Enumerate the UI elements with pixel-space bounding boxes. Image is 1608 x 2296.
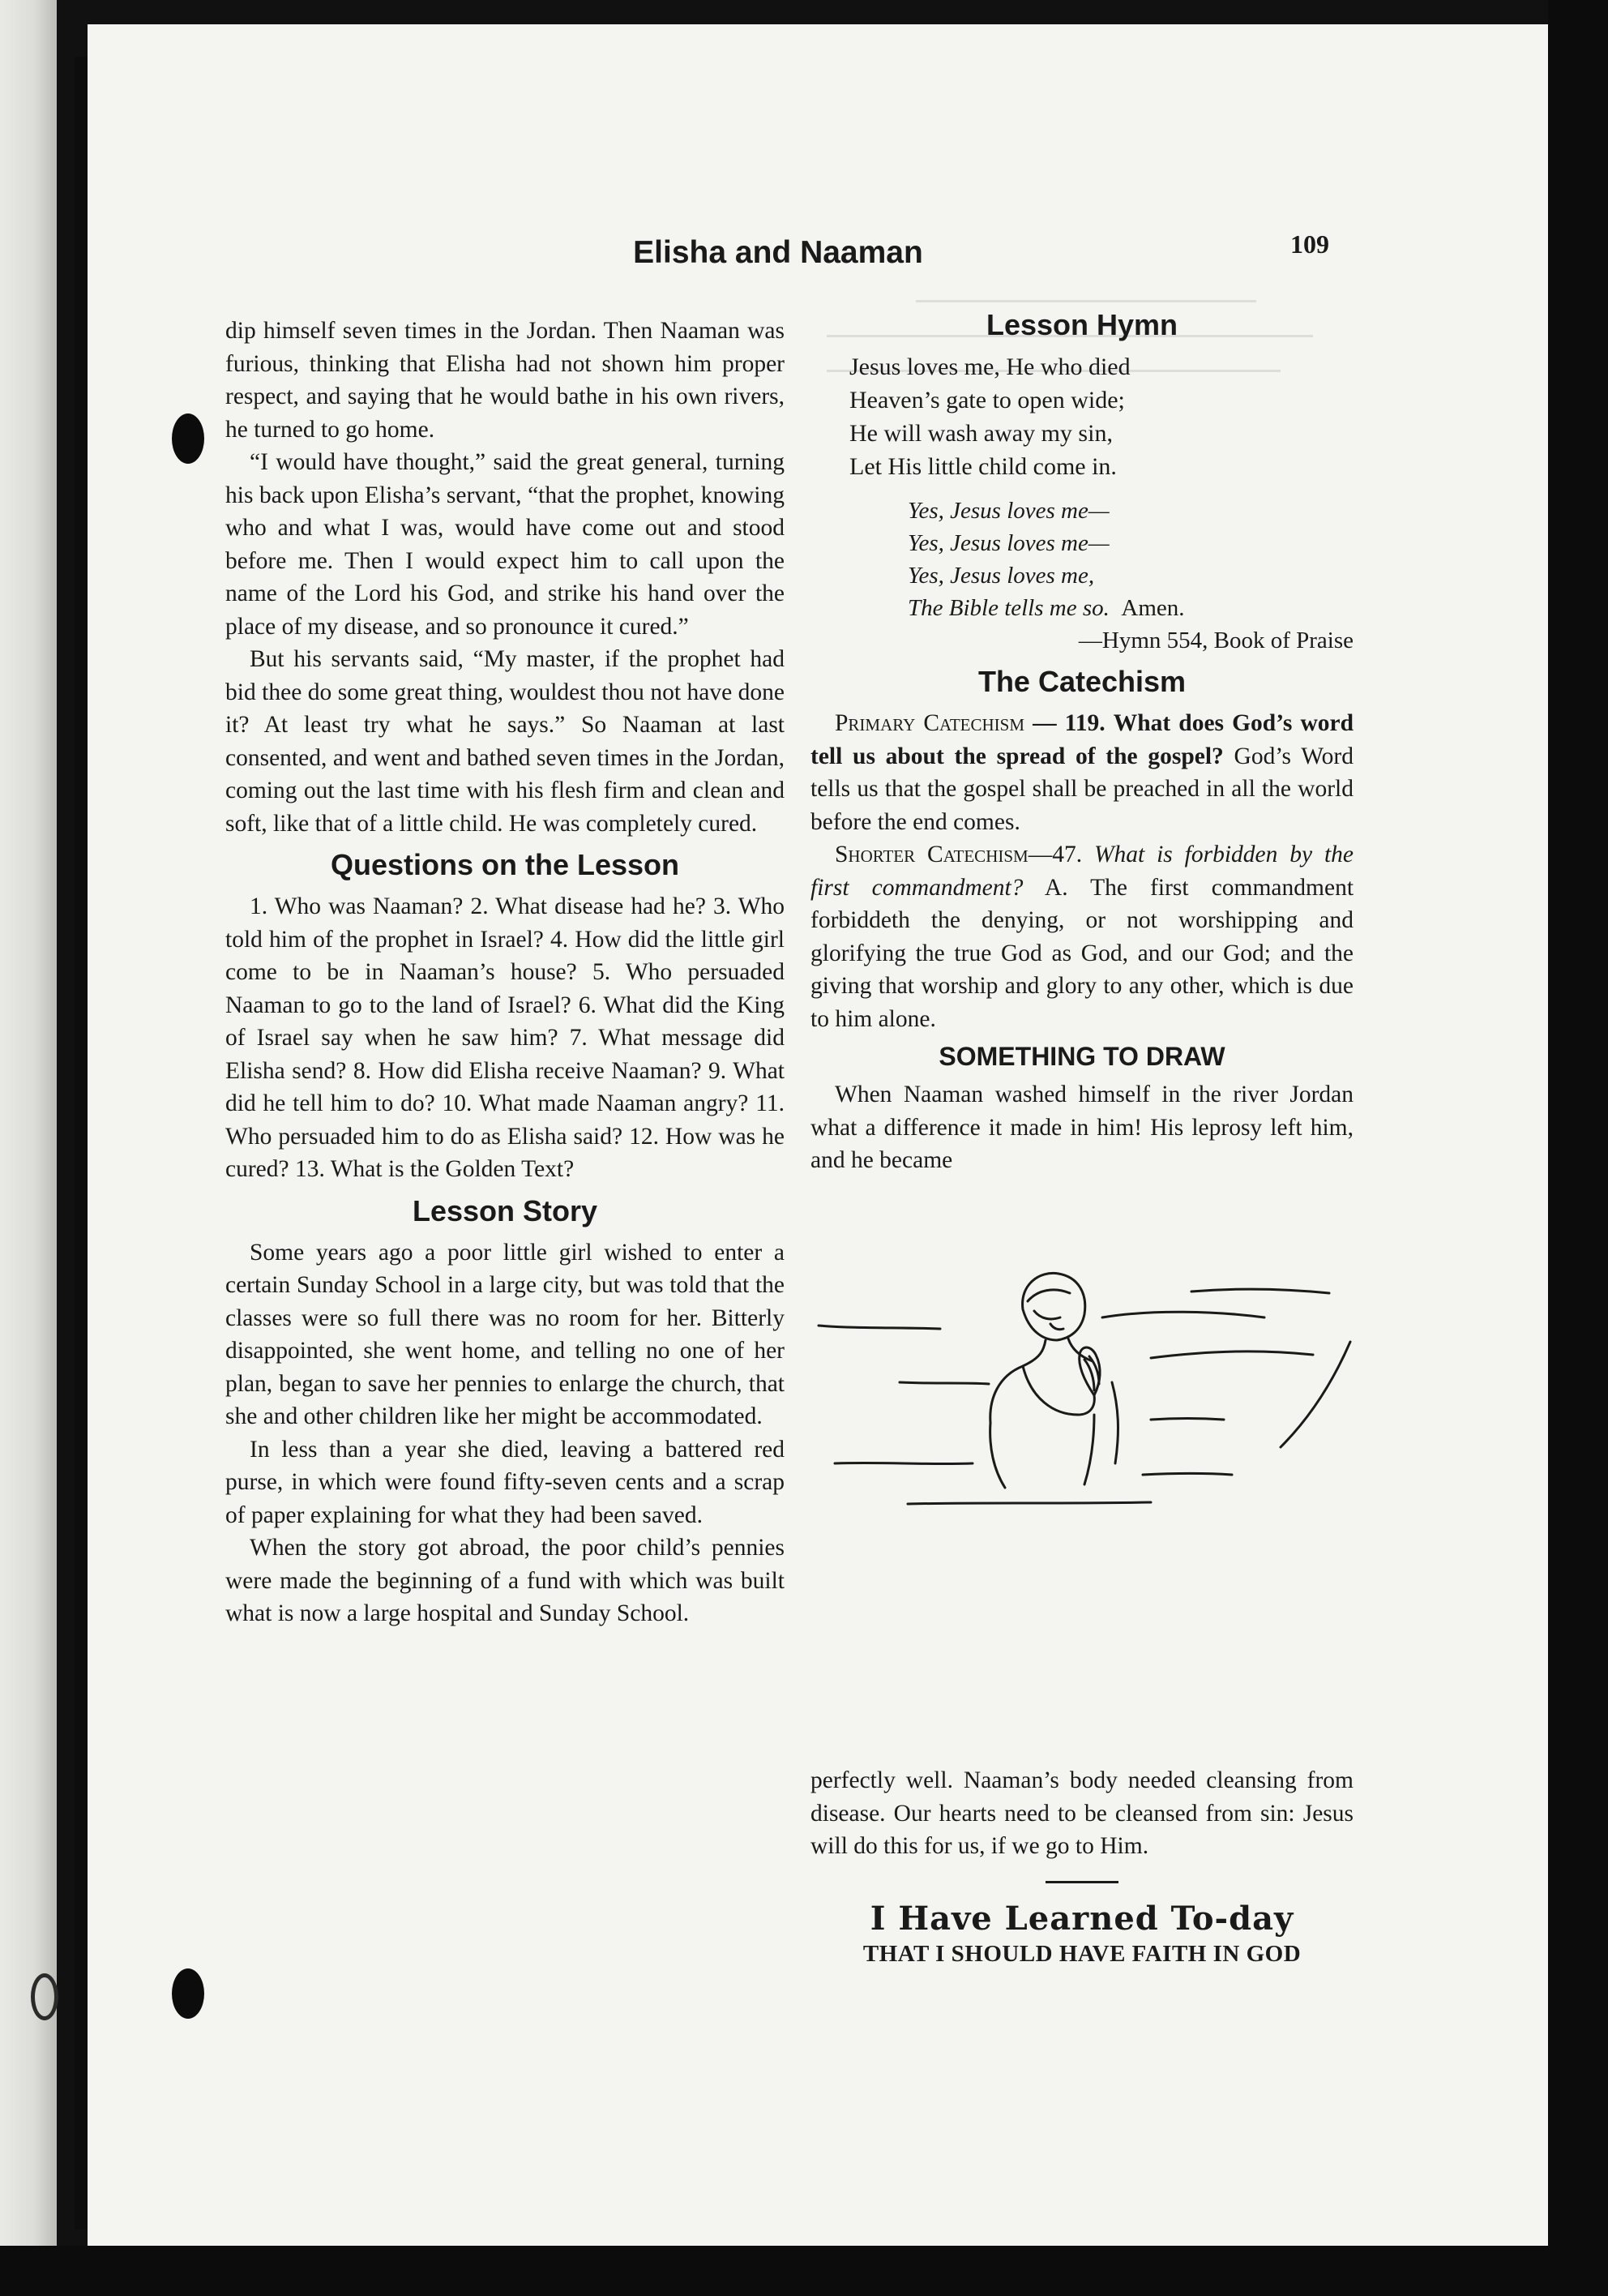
learned-today-text: THAT I SHOULD HAVE FAITH IN GOD (862, 1940, 1302, 1967)
right-column (810, 308, 1354, 1177)
hymn-line: He will wash away my sin, (849, 420, 1113, 447)
lesson-story-paragraph: When the story got abroad, the poor child’s pennies were made the beginning of a fund with which was built what is now a large hospital and Sunday School. (225, 1535, 785, 1626)
questions-text: 1. Who was Naaman? 2. What disease had he? 3. Who told him of the prophet in Israel? 4. How did the little girl come to be in Naaman’s house? 5. Who persuaded Naaman to go to the land of Israel? 6. What did the King of Israel say when he saw him? 7. What message did Elisha send? 8. How did Elisha receive Naaman? 9. What did he tell him to do? 10. What made Naaman angry? 11. Who persuaded him to do as Elisha said? 12. How was he cured? 13. What is the Golden Text? (225, 893, 785, 1182)
shorter-catechism-answer: A. The first commandment forbiddeth the denying, or not worshipping and glorifying the true God as God, and our God; and the giving that worship and glory to any other, which is due to him alone. (810, 874, 1354, 1032)
binding-hole-top (172, 413, 204, 464)
story-paragraph: But his servants said, “My master, if the prophet had bid thee do some great thing, wouldest thou not have done it? At least try what he says.” So Naaman at last consented, and went and bathed seven times in the Jordan, coming out the last time with his flesh firm and clean and soft, like that of a little child. He was completely cured. (225, 646, 785, 837)
binding-hole-bottom (172, 1968, 204, 2019)
page-number: 109 (1290, 229, 1329, 259)
chorus-line: The Bible tells me so. (908, 595, 1110, 621)
lesson-story-paragraph: Some years ago a poor little girl wished to enter a certain Sunday School in a large city, but was told that the classes were so full there was no room for her. Bitterly disappointed, she went home, and telling no one of her plan, began to save her pennies to enlarge the church, that she and other children like her might be accommodated. (225, 1239, 785, 1429)
chorus-amen: Amen. (1121, 595, 1185, 621)
story-paragraph: dip himself seven times in the Jordan. Then Naaman was furious, thinking that Elisha had not shown him proper respect, and saying that he would bathe in his own rivers, he turned to go home. (225, 318, 785, 443)
section-divider (1046, 1881, 1118, 1883)
chorus-line: Yes, Jesus loves me, (908, 563, 1095, 589)
lesson-story-paragraph: In less than a year she died, leaving a battered red purse, in which were found fifty-seven cents and a scrap of paper explaining for what they had been saved. (225, 1436, 785, 1528)
primary-catechism (810, 707, 1354, 838)
shorter-catechism-label: Shorter Catechism (835, 842, 1029, 867)
hymn-attribution: —Hymn 554, Book of Praise (1078, 628, 1354, 653)
draw-continuation: perfectly well. Naaman’s body needed cleansing from disease. Our hearts need to be cleansed from sin: Jesus will do this for us, if we go to Him. (810, 1767, 1354, 1859)
primary-catechism-number: — 119. (1033, 710, 1106, 736)
questions-heading: Questions on the Lesson (330, 848, 680, 881)
learned-today-heading: I Have Learned To-day (870, 1899, 1294, 1938)
draw-text: When Naaman washed himself in the river Jordan what a difference it made in him! His leprosy left him, and he became (810, 1082, 1354, 1173)
page-right-border (1548, 0, 1608, 2296)
binding-hole-ring (31, 1973, 58, 2020)
catechism-heading: The Catechism (977, 665, 1187, 698)
facing-page-edge (0, 0, 57, 2296)
left-column (225, 315, 785, 1630)
naaman-bathing-illustration (810, 1261, 1362, 1528)
primary-catechism-label: Primary Catechism (835, 710, 1025, 736)
running-title: Elisha and Naaman (633, 235, 923, 270)
chorus-line-final (810, 592, 1354, 624)
primary-catechism-answer: God’s Word tells us that the gospel shall be preached in all the world before the end comes. (810, 743, 1354, 835)
hymn-line: Jesus loves me, He who died (849, 353, 1131, 380)
story-paragraph: “I would have thought,” said the great general, turning his back upon Elisha’s servant, “that the prophet, knowing who and what I was, would have come out and stood before me. Then I would expect him to call upon the name of the Lord his God, and strike his hand over the place of my disease, and so pronounce it cured.” (225, 449, 785, 640)
lesson-story-heading: Lesson Story (412, 1193, 598, 1227)
chorus-line: Yes, Jesus loves me— (908, 530, 1110, 556)
shorter-catechism (810, 838, 1354, 1035)
page-left-shadow (75, 57, 88, 2230)
page-bottom-border (0, 2246, 1608, 2296)
primary-catechism-question: What does God’s word tell us about the spread of the gospel? (810, 710, 1354, 769)
shorter-catechism-number: —47. (1028, 842, 1083, 867)
shorter-catechism-question: What is forbidden by the first commandment? (810, 842, 1354, 901)
chorus-line: Yes, Jesus loves me— (908, 498, 1110, 524)
hymn-line: Let His little child come in. (849, 453, 1117, 480)
something-to-draw-heading: SOMETHING TO DRAW (939, 1042, 1225, 1071)
draw-continuation-block (810, 1764, 1354, 1968)
lesson-hymn-heading: Lesson Hymn (986, 308, 1178, 341)
hymn-line: Heaven’s gate to open wide; (849, 387, 1125, 413)
